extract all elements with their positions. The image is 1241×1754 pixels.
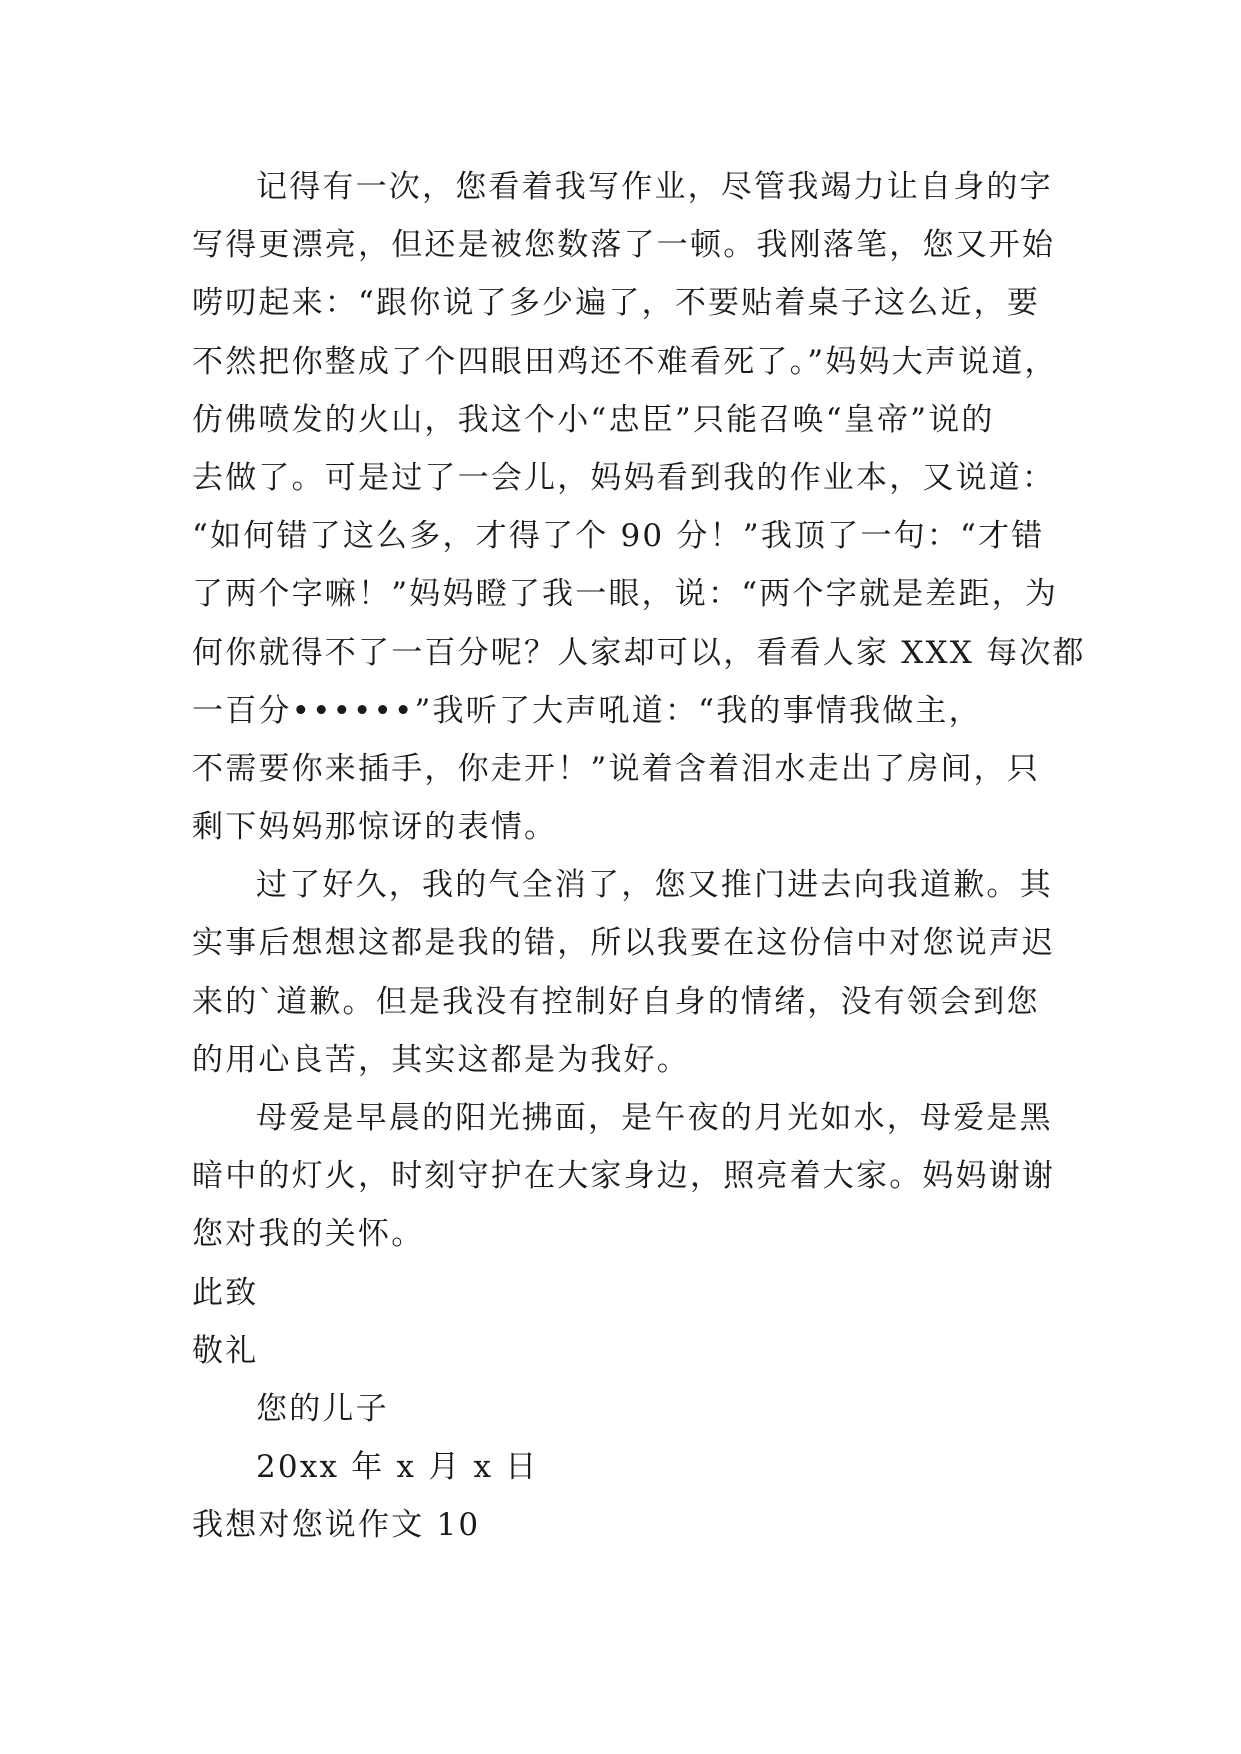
text-line: 何你就得不了一百分呢？人家却可以，看看人家 XXX 每次都 bbox=[192, 634, 1086, 671]
letter-document bbox=[192, 158, 1086, 1555]
text-line: 剩下妈妈那惊讶的表情。 bbox=[192, 809, 558, 846]
text-line: 的用心良苦，其实这都是为我好。 bbox=[192, 1041, 690, 1078]
signature: 您的儿子 bbox=[256, 1390, 389, 1427]
text-line: 去做了。可是过了一会儿，妈妈看到我的作业本，又说道： bbox=[192, 459, 1056, 496]
text-line: 写得更漂亮，但还是被您数落了一顿。我刚落笔，您又开始 bbox=[192, 227, 1056, 264]
text-line: 仿佛喷发的火山，我这个小“忠臣”只能召唤“皇帝”说的 bbox=[192, 401, 995, 438]
closing-jing-li: 敬礼 bbox=[192, 1332, 259, 1369]
text-line: 母爱是早晨的阳光拂面，是午夜的月光如水，母爱是黑 bbox=[256, 1100, 1053, 1136]
paragraph-apology bbox=[192, 856, 1056, 1089]
paragraph-homework bbox=[192, 158, 1086, 856]
text-line: 暗中的灯火，时刻守护在大家身边，照亮着大家。妈妈谢谢 bbox=[192, 1158, 1056, 1195]
next-essay-title: 我想对您说作文 10 bbox=[192, 1507, 481, 1544]
text-line: 来的`道歉。但是我没有控制好自身的情绪，没有领会到您 bbox=[192, 983, 1040, 1020]
text-line: 您对我的关怀。 bbox=[192, 1216, 425, 1253]
text-line: 一百分••••••”我听了大声吼道：“我的事情我做主， bbox=[192, 692, 982, 729]
closing-ci-zhi: 此致 bbox=[192, 1274, 259, 1311]
letter-body bbox=[192, 158, 1086, 1264]
text-line: 过了好久，我的气全消了，您又推门进去向我道歉。其 bbox=[256, 867, 1053, 904]
text-line: “如何错了这么多，才得了个 90 分！”我顶了一句：“才错 bbox=[192, 518, 1045, 555]
paragraph-maternal-love bbox=[192, 1089, 1056, 1264]
text-line: 唠叨起来：“跟你说了多少遍了，不要贴着桌子这么近，要 bbox=[192, 285, 1041, 322]
text-line: 了两个字嘛！”妈妈瞪了我一眼，说：“两个字就是差距，为 bbox=[192, 576, 1059, 613]
text-line: 实事后想想这都是我的错，所以我要在这份信中对您说声迟 bbox=[192, 925, 1056, 962]
closing-block bbox=[192, 1264, 1052, 1497]
text-line: 不需要你来插手，你走开！”说着含着泪水走出了房间，只 bbox=[192, 750, 1041, 787]
letter-date: 20xx 年 x 月 x 日 bbox=[256, 1449, 539, 1486]
text-line: 不然把你整成了个四眼田鸡还不难看死了。”妈妈大声说道， bbox=[192, 343, 1058, 380]
text-line: 记得有一次，您看着我写作业，尽管我竭力让自身的字 bbox=[256, 169, 1053, 205]
